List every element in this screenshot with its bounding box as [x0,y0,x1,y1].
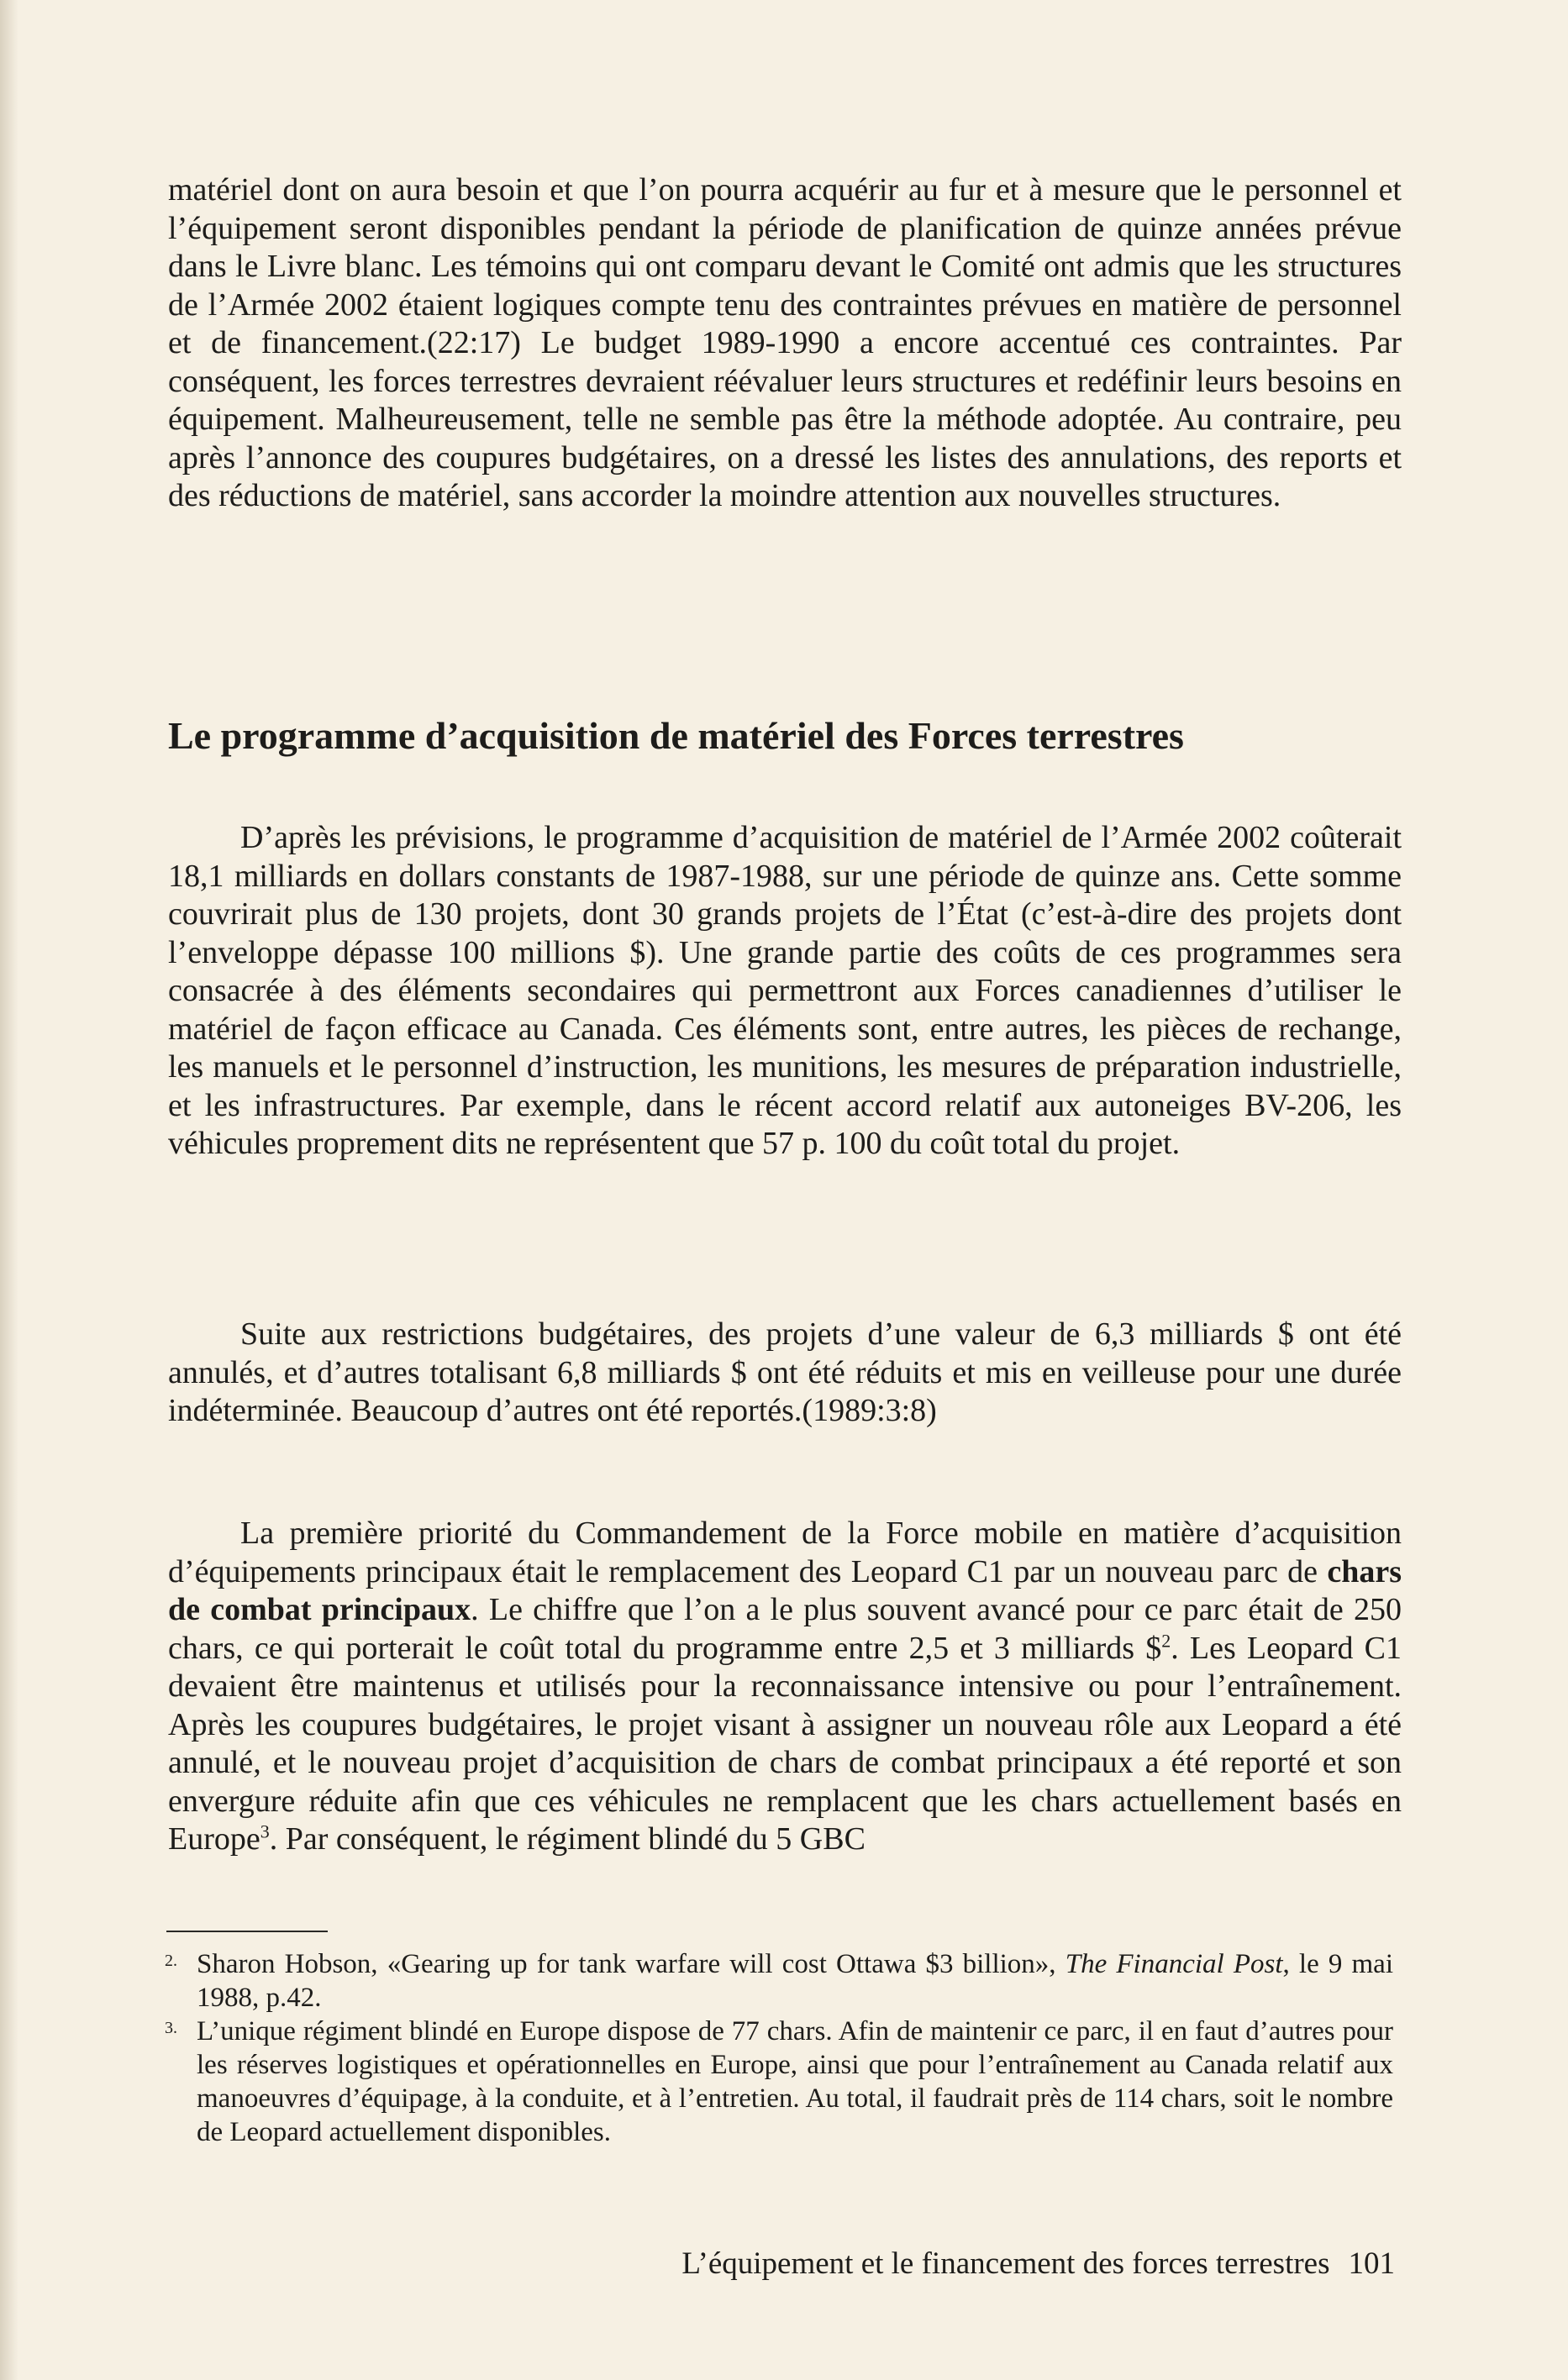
footnote-2-text-b: , le 9 mai 1988, p.42. [197,1949,1393,2013]
paragraph-4-text-a: La première priorité du Commandement de la Force mobile en matière d’acquisition d’équipements principaux était le remplacement des Leopard C1 par un nouveau parc de [168,1516,1402,1589]
footnote-mark: 3. [165,2019,177,2037]
binding-shadow [0,0,18,2380]
body-paragraph-4 [168,1515,1402,1859]
paragraph-4-text-d: . Par conséquent, le régiment blindé du 5 GBC [269,1821,866,1857]
paragraph-4-text-c: . Les Leopard C1 devaient être maintenus et utilisés pour la reconnaissance intensive ou pour l’entraînement. Après les coupures budgétaires, le projet visant à assigner un nouveau rôle aux Leopard a été annulé, et le nouveau projet d’acquisition de chars de combat principaux a été reporté et son envergure réduite afin que ces véhicules ne remplacent que les chars actuellement basés en Europe [168,1630,1402,1857]
page-number: 101 [1348,2246,1395,2281]
footnote-ref-3: 3 [260,1820,270,1842]
body-paragraph-1: matériel dont on aura besoin et que l’on pourra acquérir au fur et à mesure que le personnel et l’équipement seront disponibles pendant la période de planification de quinze années prévue dans le Livre blanc. Les témoins qui ont comparu devant le Comité ont admis que les structures de l’Armée 2002 étaient logiques compte tenu des contraintes prévues en matière de personnel et de financement.(22:17) Le budget 1989-1990 a encore accentué ces contraintes. Par conséquent, les forces terrestres devraient réévaluer leurs structures et redéfinir leurs besoins en équipement. Malheureusement, telle ne semble pas être la méthode adoptée. Au contraire, peu après l’annonce des coupures budgétaires, on a dressé les listes des annulations, des reports et des réductions de matériel, sans accorder la moindre attention aux nouvelles structures. [168,172,1402,513]
footnote-rule [166,1931,328,1932]
body-paragraph-3: Suite aux restrictions budgétaires, des projets d’une valeur de 6,3 milliards $ ont été annulés, et d’autres totalisant 6,8 milliards $ ont été réduits et mis en veilleuse pour une durée indéterminée. Beaucoup d’autres ont été reportés.(1989:3:8) [168,1316,1402,1428]
footnote-2-publication: The Financial Post [1065,1949,1283,1979]
section-heading: Le programme d’acquisition de matériel des Forces terrestres [168,714,1184,757]
running-footer [605,2246,1395,2283]
running-title: L’équipement et le financement des forces terrestres [681,2246,1330,2281]
bold-term-main-battle-tanks: chars de combat principaux [168,1553,1402,1627]
footnote-mark: 2. [165,1952,177,1970]
paragraph-4-text-b: . Le chiffre que l’on a le plus souvent avancé pour ce parc était de 250 chars, ce qui porterait le coût total du programme entre 2,5 et 3 milliards $ [168,1592,1402,1666]
footnote-2-text-a: Sharon Hobson, «Gearing up for tank warfare will cost Ottawa $3 billion», [197,1949,1066,1979]
footnote-3-text: L’unique régiment blindé en Europe dispose de 77 chars. Afin de maintenir ce parc, il en faut d’autres pour les réserves logistiques et opérationnelles en Europe, ainsi que pour l’entraînement au Canada relatif aux manoeuvres d’équipage, à la conduite, et à l’entretien. Au total, il faudrait près de 114 chars, soit le nombre de Leopard actuellement disponibles. [197,2016,1393,2147]
footnote-2 [165,1947,1393,2015]
body-paragraph-2: D’après les prévisions, le programme d’acquisition de matériel de l’Armée 2002 coûterait 18,1 milliards en dollars constants de 1987-1988, sur une période de quinze ans. Cette somme couvrirait plus de 130 projets, dont 30 grands projets de l’État (c’est-à-dire des projets dont l’enveloppe dépasse 100 millions $). Une grande partie des coûts de ces programmes sera consacrée à des éléments secondaires qui permettront aux Forces canadiennes d’utiliser le matériel de façon efficace au Canada. Ces éléments sont, entre autres, les pièces de rechange, les manuels et le personnel d’instruction, les munitions, les mesures de préparation industrielle, et les infrastructures. Par exemple, dans le récent accord relatif aux autoneiges BV-206, les véhicules proprement dits ne représentent que 57 p. 100 du coût total du projet. [168,820,1402,1161]
footnotes [165,1947,1393,2149]
footnote-3 [165,2015,1393,2149]
footnote-ref-2: 2 [1161,1629,1171,1651]
